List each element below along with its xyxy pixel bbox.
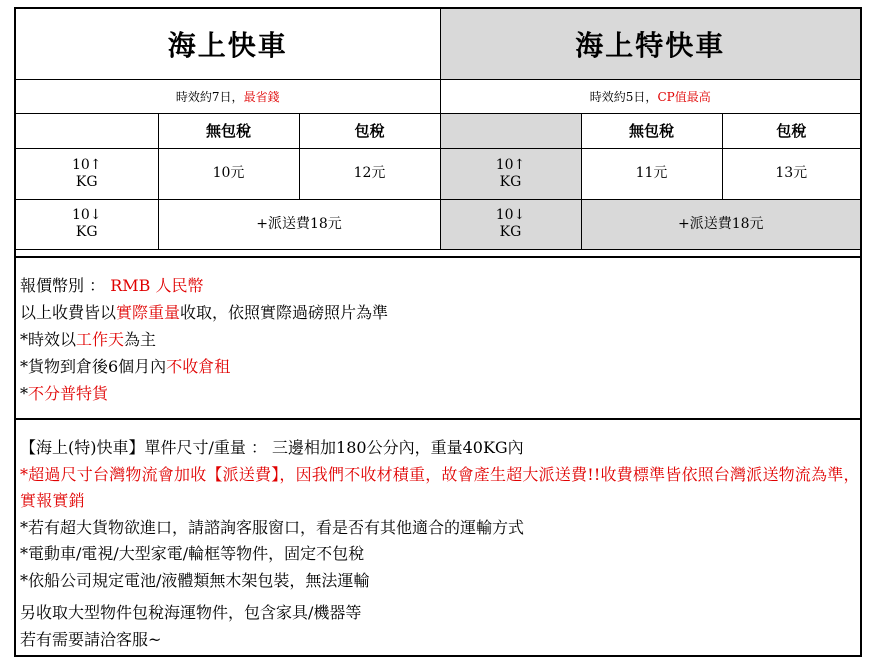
- ev-items-note: *電動車/電視/大型家電/輪框等物件，固定不包稅: [20, 544, 365, 563]
- special-over-tax-price: 13元: [722, 148, 860, 199]
- basic-notes: [16, 256, 860, 418]
- express-subtitle: 時效約7日，最省錢: [16, 79, 440, 113]
- size-notes: [16, 418, 860, 657]
- rate-table: [16, 9, 860, 250]
- general-cargo-note: *不分普特貨: [20, 384, 109, 403]
- large-cargo-note: *若有超大貨物欲進口，請諮詢客服窗口，看是否有其他適合的運輸方式: [20, 517, 525, 537]
- furniture-note: 另收取大型物件包稅海運物件，包含家具/機器等: [20, 603, 362, 622]
- shipping-rate-card: [14, 7, 862, 657]
- oversize-warning-note: *超過尺寸台灣物流會加收【派送費】，因我們不收材積重，故會產生超大派送費!!收費標準皆依照台灣派送物流為準，實報實銷: [20, 464, 860, 510]
- size-rule-note: 【海上(特)快車】單件尺寸/重量 ： 三邊相加180公分內，重量40KG內: [20, 438, 524, 457]
- special-express-title: 海上特快車: [440, 9, 860, 79]
- currency-note: 報價幣別 ： RMB 人民幣: [20, 276, 204, 295]
- workday-note: *時效以工作天為主: [20, 330, 157, 349]
- express-delivery-fee: +派送費18元: [158, 199, 440, 249]
- express-over-10kg-label: 10↑ KG: [16, 148, 158, 199]
- weight-note: 以上收費皆以實際重量收取，依照實際過磅照片為準: [20, 303, 389, 322]
- battery-note: *依船公司規定電池/液體類無木架包裝，無法運輸: [20, 570, 370, 590]
- special-col-tax: 包稅: [722, 113, 860, 148]
- express-col-no-tax: 無包稅: [158, 113, 299, 148]
- contact-note: 若有需要請洽客服~: [20, 629, 162, 649]
- express-under-10kg-label: 10↓ KG: [16, 199, 158, 249]
- special-over-10kg-label: 10↑ KG: [440, 148, 581, 199]
- special-corner-cell: [440, 113, 581, 148]
- special-delivery-fee: +派送費18元: [581, 199, 860, 249]
- storage-note: *貨物到倉後6個月內不收倉租: [20, 357, 231, 376]
- express-col-tax: 包稅: [299, 113, 440, 148]
- express-over-no-tax-price: 10元: [158, 148, 299, 199]
- special-over-no-tax-price: 11元: [581, 148, 722, 199]
- express-title: 海上快車: [16, 9, 440, 79]
- express-corner-cell: [16, 113, 158, 148]
- special-under-10kg-label: 10↓ KG: [440, 199, 581, 249]
- special-col-no-tax: 無包稅: [581, 113, 722, 148]
- express-over-tax-price: 12元: [299, 148, 440, 199]
- special-express-subtitle: 時效約5日，CP值最高: [440, 79, 860, 113]
